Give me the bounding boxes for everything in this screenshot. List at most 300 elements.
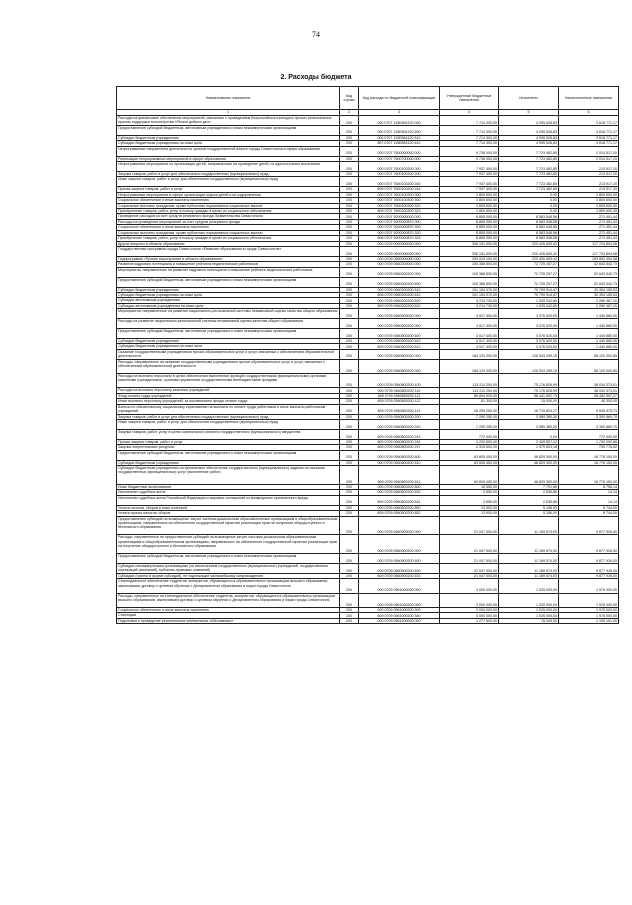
row-unexecuted-amount: 117 724 894,58: [559, 247, 619, 257]
table-row: [117, 516, 619, 535]
row-classification-code: 809 0707 7600100200 244: [359, 187, 440, 192]
row-classification-code: 000 0709 0560800200 850: [359, 505, 440, 510]
row-classification-code: 805 0709 0560200200 612: [359, 293, 440, 298]
row-line-code: 200: [340, 187, 359, 192]
row-approved-amount: 330 019 100,00: [440, 256, 499, 261]
row-name: Субсидии бюджетным учреждениям на иные цели: [117, 141, 340, 146]
row-name: Приобретение товаров, работ, услуг в пользу граждан в целях их социального обеспечения: [117, 236, 340, 241]
row-line-code: 200: [340, 177, 359, 187]
row-classification-code: 000 0709 0560200200 620: [359, 298, 440, 303]
row-unexecuted-amount: 735 776,82: [559, 445, 619, 450]
row-approved-amount: 772 000,00: [440, 429, 499, 439]
row-unexecuted-amount: 2 014 517,20: [559, 146, 619, 156]
row-executed-amount: 3 989 380,30: [499, 414, 559, 419]
row-executed-amount: 72 725 257,27: [499, 262, 559, 267]
row-approved-amount: 2 650,00: [440, 495, 499, 505]
row-approved-amount: 21 047 500,00: [440, 563, 499, 573]
row-name: Иные выплаты персоналу учреждений, за исключением фонда оплаты труда: [117, 399, 340, 404]
row-unexecuted-amount: 772 000,00: [559, 429, 619, 439]
row-line-code: 200: [340, 198, 359, 203]
row-executed-amount: 1 025 000,00: [499, 613, 559, 618]
row-executed-amount: 11 169 574,00: [499, 573, 559, 578]
row-line-code: 200: [340, 298, 359, 303]
row-classification-code: 000 0709 0560200200 610: [359, 287, 440, 292]
row-unexecuted-amount: 32 643 542,73: [559, 277, 619, 287]
row-executed-amount: 72 725 257,27: [499, 277, 559, 287]
row-name: Подготовка и проведение региональных чемпионатов «Абилимпикс»: [117, 618, 340, 623]
row-approved-amount: 4 517 400,00: [440, 338, 499, 343]
row-line-code: 200: [340, 156, 359, 161]
row-line-code: 200: [340, 505, 359, 510]
row-approved-amount: 8 855 000,00: [440, 214, 499, 219]
row-line-code: 200: [340, 125, 359, 135]
row-approved-amount: 3 000 000,00: [440, 593, 499, 607]
row-executed-amount: 220 426 605,42: [499, 247, 559, 257]
row-executed-amount: 8 583 548,56: [499, 225, 559, 230]
row-name: Расходы на финансовое обеспечение мероприятий, связанных с проведением Всероссийского конкурса лучших региональных практик поддержки волонтерства «Регион добрых дел»: [117, 116, 340, 126]
row-line-code: 200: [340, 219, 359, 224]
row-line-code: 200: [340, 393, 359, 398]
row-executed-amount: 11 169 574,00: [499, 516, 559, 535]
row-unexecuted-amount: 213 917,20: [559, 171, 619, 176]
row-unexecuted-amount: 1 800 600,00: [559, 192, 619, 197]
row-unexecuted-amount: 38 034 373,01: [559, 374, 619, 388]
row-approved-amount: 3 000 000,00: [440, 608, 499, 613]
row-classification-code: 000 0709 0560800200 200: [359, 414, 440, 419]
row-approved-amount: 184 123 300,00: [440, 359, 499, 373]
row-unexecuted-amount: 9 535 375,73: [559, 404, 619, 414]
row-classification-code: 000 0709 0560800200 240: [359, 420, 440, 430]
row-classification-code: 809 0709 0560200200 622: [359, 303, 440, 308]
row-classification-code: 000 0709 0560800200 110: [359, 388, 440, 393]
row-name: Реализация непрограммных мероприятий в сфере образования: [117, 156, 340, 161]
table-row: [117, 450, 619, 460]
row-name: Закупка товаров, работ, услуг в целях капитального ремонта государственного (муниципального) имущества: [117, 429, 340, 439]
row-line-code: 200: [340, 241, 359, 246]
row-line-code: 200: [340, 171, 359, 176]
row-approved-amount: 7 714 300,00: [440, 116, 499, 126]
row-executed-amount: 3 076 520,00: [499, 309, 559, 319]
row-approved-amount: 7 937 400,00: [440, 171, 499, 176]
table-row: [117, 618, 619, 623]
table-header-row: [117, 87, 619, 110]
row-approved-amount: 1 800 600,00: [440, 208, 499, 213]
row-line-code: 200: [340, 613, 359, 618]
row-approved-amount: 113 211 200,00: [440, 374, 499, 388]
row-line-code: 200: [340, 146, 359, 156]
row-name: Проведение расходов за счет средств резервного фонда Правительства Севастополя: [117, 214, 340, 219]
table-row: [117, 177, 619, 187]
row-executed-amount: 1 025 000,00: [499, 579, 559, 593]
row-line-code: 200: [340, 287, 359, 292]
row-executed-amount: 0,00: [499, 208, 559, 213]
table-row: [117, 359, 619, 373]
row-executed-amount: 46 829 300,00: [499, 460, 559, 465]
row-line-code: 200: [340, 420, 359, 430]
row-executed-amount: 8 583 548,56: [499, 230, 559, 235]
row-name: Предоставление субсидий бюджетным, автономным учреждениям и иным некоммерческим организациям: [117, 554, 340, 564]
row-unexecuted-amount: 3 618 771,17: [559, 116, 619, 126]
column-number: 6: [559, 110, 619, 116]
table-row: [117, 349, 619, 359]
row-executed-amount: 126 003 299,15: [499, 359, 559, 373]
row-approved-amount: 4 214 730,00: [440, 298, 499, 303]
row-approved-amount: 3 000 000,00: [440, 613, 499, 618]
table-row: [117, 593, 619, 607]
row-executed-amount: 0,00: [499, 192, 559, 197]
row-executed-amount: 3 076 520,00: [499, 338, 559, 343]
row-line-code: 200: [340, 439, 359, 444]
row-line-code: 200: [340, 208, 359, 213]
page-number: 74: [312, 30, 320, 39]
row-approved-amount: 7 714 300,00: [440, 135, 499, 140]
row-name: Предоставление субсидий на возмещение затрат частным дошкольным образовательным организациям и общеобразовательным организациям, направленных на обеспечение государственной гарантии реализации прав на получение общедоступного и бесплатного образования: [117, 516, 340, 535]
row-name: Социальное обеспечение и иные выплаты населению: [117, 225, 340, 230]
row-unexecuted-amount: 1 800 600,00: [559, 203, 619, 208]
table-row: [117, 277, 619, 287]
row-approved-amount: 105 368 800,00: [440, 267, 499, 277]
row-executed-amount: 78 349,00: [499, 618, 559, 623]
row-name: Уплата налогов, сборов и иных платежей: [117, 505, 340, 510]
row-approved-amount: 2 650,00: [440, 490, 499, 495]
row-line-code: 200: [340, 256, 359, 261]
row-unexecuted-amount: 9 877 926,00: [559, 563, 619, 573]
row-classification-code: 000 0707 7600100300 000: [359, 192, 440, 197]
row-approved-amount: 7 937 400,00: [440, 187, 499, 192]
table-row: [117, 420, 619, 430]
row-executed-amount: 75 176 826,99: [499, 388, 559, 393]
row-approved-amount: 1 800 600,00: [440, 198, 499, 203]
header-approved: Утвержденные бюджетные назначения: [440, 87, 499, 110]
header-indicator-name: Наименование показателя: [117, 87, 340, 110]
row-classification-code: 809 0707 7600100300 323: [359, 208, 440, 213]
row-executed-amount: 7 723 482,80: [499, 187, 559, 192]
row-unexecuted-amount: 58 120 000,85: [559, 359, 619, 373]
row-approved-amount: 9 738 000,00: [440, 146, 499, 156]
row-line-code: 200: [340, 593, 359, 607]
row-executed-amount: 4 095 528,83: [499, 125, 559, 135]
table-row: [117, 125, 619, 135]
row-executed-amount: 70 799 914,47: [499, 293, 559, 298]
row-executed-amount: 1 579 823,18: [499, 445, 559, 450]
row-line-code: 200: [340, 608, 359, 613]
row-line-code: 200: [340, 359, 359, 373]
table-row: [117, 404, 619, 414]
row-name: Субсидии бюджетным учреждениям: [117, 338, 340, 343]
row-classification-code: 809 0709 0560800200 611: [359, 466, 440, 485]
row-line-code: 200: [340, 329, 359, 339]
column-number: 4: [440, 110, 499, 116]
row-approved-amount: 8 855 000,00: [440, 236, 499, 241]
row-classification-code: 000 0709 0560800200 000: [359, 359, 440, 373]
column-number: 2: [340, 110, 359, 116]
row-unexecuted-amount: 14,14: [559, 495, 619, 505]
row-classification-code: 809 0709 0560800200 247: [359, 445, 440, 450]
row-name: Субсидии бюджетным учреждениям: [117, 460, 340, 465]
row-line-code: 200: [340, 349, 359, 359]
row-name: Субсидии бюджетным учреждениям на иные цели: [117, 293, 340, 298]
row-classification-code: 809 0709 0561000200 340: [359, 613, 440, 618]
row-name: Расходы, направленные на предоставление субсидий на возмещение затрат частным дошкольным образовательным организациям и общеобразовательным организациям, направленных на обеспечение государственной гарантии реализации прав на получение общедоступного и бесплатного образования: [117, 535, 340, 554]
row-line-code: 200: [340, 303, 359, 308]
row-name: Социальные выплаты гражданам, кроме публичных нормативных социальных выплат: [117, 230, 340, 235]
row-unexecuted-amount: 3 618 771,17: [559, 125, 619, 135]
row-unexecuted-amount: 213 917,20: [559, 161, 619, 171]
table-row: [117, 495, 619, 505]
row-classification-code: 000 0707 7600100200 240: [359, 177, 440, 187]
row-classification-code: 000 0709 0560800000 000: [359, 349, 440, 359]
row-approved-amount: 4 517 400,00: [440, 309, 499, 319]
row-line-code: 200: [340, 230, 359, 235]
row-approved-amount: 13 900,00: [440, 511, 499, 516]
row-approved-amount: 101 154 070,00: [440, 293, 499, 298]
row-approved-amount: 101 154 070,00: [440, 287, 499, 292]
row-name: Субсидии бюджетным учреждениям на финансовое обеспечение государственного (муниципального) задания на оказание государственных (муниципальных) услуг (выполнение работ): [117, 466, 340, 485]
row-unexecuted-amount: 8 744,00: [559, 505, 619, 510]
row-executed-amount: 72 725 257,27: [499, 267, 559, 277]
row-executed-amount: 0,00: [499, 429, 559, 439]
row-unexecuted-amount: 271 451,44: [559, 236, 619, 241]
row-executed-amount: 2 635,86: [499, 495, 559, 505]
table-row: [117, 329, 619, 339]
header-budget-classification: Код расхода по бюджетной классификации: [359, 87, 440, 110]
row-name: Оказание государственными учреждениями прочих образовательных услуг и услуг, связанных с обеспечением образовательной деятельности: [117, 349, 340, 359]
row-unexecuted-amount: 8 758,14: [559, 484, 619, 489]
row-unexecuted-amount: 30 354 155,53: [559, 287, 619, 292]
row-executed-amount: 8 583 548,56: [499, 219, 559, 224]
section-heading: 2. Расходы бюджета: [280, 74, 352, 81]
row-unexecuted-amount: 30 354 155,53: [559, 293, 619, 298]
table-row: [117, 161, 619, 171]
row-classification-code: 809 0709 0560900200 633: [359, 573, 440, 578]
row-unexecuted-amount: 1 975 000,00: [559, 593, 619, 607]
row-unexecuted-amount: 9 877 926,00: [559, 554, 619, 564]
row-classification-code: 000 0709 0500000000 000: [359, 247, 440, 257]
row-unexecuted-amount: 1 975 000,00: [559, 613, 619, 618]
row-executed-amount: 3 076 520,00: [499, 344, 559, 349]
row-line-code: 200: [340, 460, 359, 465]
row-unexecuted-amount: 8 744,00: [559, 511, 619, 516]
row-approved-amount: 8 855 000,00: [440, 219, 499, 224]
row-approved-amount: 7 714 300,00: [440, 141, 499, 146]
table-row: [117, 579, 619, 593]
row-line-code: 200: [340, 490, 359, 495]
row-executed-amount: 75 176 826,99: [499, 374, 559, 388]
row-executed-amount: 220 426 605,42: [499, 241, 559, 246]
table-row: [117, 319, 619, 329]
table-row: [117, 267, 619, 277]
row-classification-code: 809 0709 0560800200 244: [359, 439, 440, 444]
row-line-code: 200: [340, 262, 359, 267]
row-approved-amount: 1 800 600,00: [440, 203, 499, 208]
row-name: Приобретение товаров, работ, услуг в пользу граждан в целях их социального обеспечения: [117, 208, 340, 213]
table-row: [117, 309, 619, 319]
row-name: Взносы по обязательному социальному страхованию на выплаты по оплате труда работников и иные выплаты работникам учреждений: [117, 404, 340, 414]
row-executed-amount: 5 156,00: [499, 505, 559, 510]
row-name: Предоставление субсидий бюджетным, автономным учреждениям и иным некоммерческим организациям: [117, 450, 340, 460]
row-classification-code: 809 0709 0560500200 612: [359, 344, 440, 349]
row-unexecuted-amount: 2 289 387,20: [559, 303, 619, 308]
row-approved-amount: 21 047 500,00: [440, 516, 499, 535]
row-line-code: 200: [340, 445, 359, 450]
row-executed-amount: 2 409 557,12: [499, 439, 559, 444]
row-name: Субсидии некоммерческим организациям (за исключением государственных (муниципальных) учреждений, государственных корпораций (компаний), публично-правовых компаний): [117, 563, 340, 573]
table-row: [117, 466, 619, 485]
row-executed-amount: 16 719 824,27: [499, 404, 559, 414]
row-approved-amount: 105 368 800,00: [440, 277, 499, 287]
row-classification-code: 000 0709 0000000000 000: [359, 241, 440, 246]
row-name: Уплата прочих налогов, сборов: [117, 511, 340, 516]
row-unexecuted-amount: 1 440 880,00: [559, 309, 619, 319]
row-unexecuted-amount: 3 618 771,17: [559, 141, 619, 146]
row-line-code: 200: [340, 450, 359, 460]
table-row: [117, 146, 619, 156]
row-name: Стипендиальное обеспечение студентов, аспирантов, обучающихся в образовательных организациях высшего образования, заключивших договор о целевом обучении с Департаментом образования и науки города Севастополя: [117, 579, 340, 593]
row-executed-amount: 11 169 574,00: [499, 535, 559, 554]
row-name: Мероприятия, направленные на развитие национально-региональной системы независимой оценки качества общего образования: [117, 309, 340, 319]
row-line-code: 200: [340, 203, 359, 208]
header-unexecuted: Неисполненные назначения: [559, 87, 619, 110]
row-name: Расходы, направленные на оказание государственными учреждениями прочих образовательных услуг и услуг, связанных с обеспечением образовательной деятельности: [117, 359, 340, 373]
row-classification-code: 000 0707 115Е854120 610: [359, 135, 440, 140]
column-number: 3: [359, 110, 440, 116]
row-unexecuted-amount: 271 451,44: [559, 230, 619, 235]
row-approved-amount: 4 202 650,00: [440, 439, 499, 444]
row-line-code: 200: [340, 374, 359, 388]
table-row: [117, 374, 619, 388]
row-name: Закупка товаров, работ и услуг для обеспечения государственных (муниципальных) нужд: [117, 171, 340, 176]
row-approved-amount: 7 290 250,00: [440, 420, 499, 430]
row-classification-code: 000 0707 7600100200 200: [359, 171, 440, 176]
row-executed-amount: 3 989 380,30: [499, 420, 559, 430]
row-name: Социальное обеспечение и иные выплаты населению: [117, 198, 340, 203]
row-approved-amount: 63 605 450,00: [440, 450, 499, 460]
row-classification-code: 000 0709 0560000000 000: [359, 256, 440, 261]
row-line-code: 200: [340, 309, 359, 319]
row-executed-amount: 15 000,00: [499, 399, 559, 404]
row-classification-code: 809 0709 0560800200 119: [359, 404, 440, 414]
row-unexecuted-amount: 2 289 387,20: [559, 298, 619, 303]
table-row: [117, 247, 619, 257]
row-approved-amount: 63 605 450,00: [440, 466, 499, 485]
row-executed-amount: 126 003 299,15: [499, 349, 559, 359]
row-approved-amount: 8 855 000,00: [440, 225, 499, 230]
row-classification-code: 000 0707 9200000870 300: [359, 225, 440, 230]
row-executed-amount: 46 829 300,00: [499, 450, 559, 460]
row-name: Субсидии (гранты в форме субсидий), не подлежащие казначейскому сопровождению: [117, 573, 340, 578]
row-executed-amount: 7 791,86: [499, 484, 559, 489]
row-name: Непрограммные мероприятия в сфере организации отдыха детей и их оздоровления: [117, 192, 340, 197]
row-line-code: 200: [340, 404, 359, 414]
row-approved-amount: 26 255 200,00: [440, 404, 499, 414]
row-line-code: 200: [340, 338, 359, 343]
row-unexecuted-amount: 28 452 997,27: [559, 393, 619, 398]
row-approved-amount: 7 937 400,00: [440, 161, 499, 171]
row-unexecuted-amount: 16 776 150,00: [559, 466, 619, 485]
row-unexecuted-amount: 1 975 000,00: [559, 608, 619, 613]
row-approved-amount: 2 315 600,00: [440, 445, 499, 450]
row-classification-code: 000 0709 0560500200 000: [359, 319, 440, 329]
column-number: 1: [117, 110, 340, 116]
row-name: Иные закупки товаров, работ и услуг для обеспечения государственных (муниципальных) нужд: [117, 420, 340, 430]
row-name: Социальное обеспечение и иные выплаты населению: [117, 608, 340, 613]
row-classification-code: 000 0709 0560800200 100: [359, 374, 440, 388]
row-name: Стипендии: [117, 613, 340, 618]
row-line-code: 200: [340, 563, 359, 573]
row-approved-amount: 113 211 200,00: [440, 388, 499, 393]
row-unexecuted-amount: 1 440 880,00: [559, 344, 619, 349]
row-approved-amount: 4 214 730,00: [440, 303, 499, 308]
row-unexecuted-amount: 109 592 494,58: [559, 256, 619, 261]
row-line-code: 200: [340, 414, 359, 419]
row-unexecuted-amount: 1 440 880,00: [559, 329, 619, 339]
row-executed-amount: 1 925 342,80: [499, 303, 559, 308]
row-classification-code: 000 0707 7600100300 300: [359, 198, 440, 203]
row-unexecuted-amount: 1 975 000,00: [559, 579, 619, 593]
row-unexecuted-amount: 32 643 542,73: [559, 262, 619, 267]
row-approved-amount: 7 937 400,00: [440, 177, 499, 187]
column-number: 5: [499, 110, 559, 116]
row-executed-amount: 7 723 482,80: [499, 146, 559, 156]
row-unexecuted-amount: 2 014 517,20: [559, 156, 619, 161]
row-classification-code: 000 0707 7600100300 320: [359, 203, 440, 208]
row-classification-code: 000 0709 0560200200 600: [359, 277, 440, 287]
row-executed-amount: 2 635,86: [499, 490, 559, 495]
row-unexecuted-amount: 9 877 926,00: [559, 535, 619, 554]
row-approved-amount: 16 550,00: [440, 484, 499, 489]
row-approved-amount: 7 290 250,00: [440, 414, 499, 419]
row-executed-amount: 7 723 482,80: [499, 177, 559, 187]
row-line-code: 200: [340, 247, 359, 257]
row-line-code: 200: [340, 277, 359, 287]
row-executed-amount: 11 169 574,00: [499, 563, 559, 573]
row-unexecuted-amount: 1 800 600,00: [559, 198, 619, 203]
row-line-code: 200: [340, 466, 359, 485]
row-line-code: 200: [340, 267, 359, 277]
row-name: Прочая закупка товаров, работ и услуг: [117, 187, 340, 192]
row-executed-amount: 58 441 502,73: [499, 393, 559, 398]
row-name: Субсидии автономным учреждениям на иные цели: [117, 303, 340, 308]
row-name: Фонд оплаты труда учреждений: [117, 393, 340, 398]
row-name: Другие вопросы в области образования: [117, 241, 340, 246]
row-name: Предоставление субсидий бюджетным, автономным учреждениям и иным некоммерческим организациям: [117, 125, 340, 135]
row-line-code: 200: [340, 225, 359, 230]
row-classification-code: 000 0709 0560900200 630: [359, 563, 440, 573]
row-classification-code: 000 0709 0560900200 000: [359, 535, 440, 554]
row-line-code: 200: [340, 484, 359, 489]
row-classification-code: 807 0707 115Е854120 612: [359, 141, 440, 146]
row-approved-amount: 21 047 500,00: [440, 573, 499, 578]
row-name: Подпрограмма «Прочие мероприятия в области образования»: [117, 256, 340, 261]
row-unexecuted-amount: 117 724 894,58: [559, 241, 619, 246]
row-classification-code: 000 0707 9200000870 320: [359, 230, 440, 235]
table-row: [117, 563, 619, 573]
row-executed-amount: 8 583 548,56: [499, 214, 559, 219]
row-line-code: 200: [340, 511, 359, 516]
budget-expenses-table: [116, 86, 619, 624]
row-classification-code: 000 0709 0560900000 000: [359, 516, 440, 535]
row-name: Непрограммные направления деятельности органов государственной власти города Севастополя в сфере образования: [117, 146, 340, 156]
row-classification-code: 809 0709 0560800200 112: [359, 399, 440, 404]
row-name: Мероприятия, направленные на развитие кадрового потенциала и повышение рейтинга педагогических работников: [117, 267, 340, 277]
row-name: Расходы на выплаты персоналу казенных учреждений: [117, 388, 340, 393]
row-unexecuted-amount: 271 451,44: [559, 219, 619, 224]
row-unexecuted-amount: 213 917,20: [559, 177, 619, 187]
row-classification-code: 000 0709 0560800200 600: [359, 450, 440, 460]
row-line-code: 200: [340, 236, 359, 241]
row-name: Исполнение судебных актов: [117, 490, 340, 495]
row-executed-amount: 7 723 482,80: [499, 161, 559, 171]
